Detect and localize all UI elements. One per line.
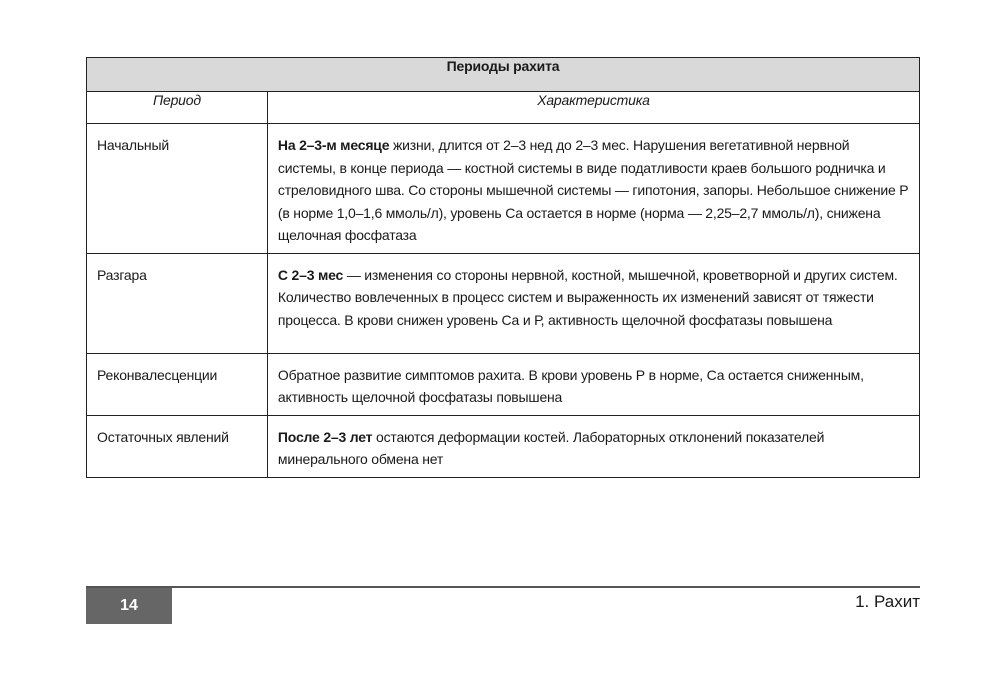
period-cell: Разгара (87, 253, 268, 353)
footer-divider (86, 586, 920, 588)
period-cell: Реконвалесценции (87, 353, 268, 415)
characteristic-cell (267, 124, 919, 254)
characteristic-bold-lead: После 2–3 лет (277, 428, 373, 445)
characteristic-text: — изменения со стороны нервной, костной, мышечной, кроветворной и других систем. Количество вовлеченных в процесс систем и выраженность их изменений зависят от тяжести процесса. В крови снижен уровень Са и Р, активность щелочной фосфатазы повышена (277, 266, 898, 328)
table-row (87, 415, 920, 477)
table-title: Периоды рахита (87, 58, 920, 92)
table-row (87, 124, 920, 254)
characteristic-cell (267, 353, 919, 415)
characteristic-text: остаются деформации костей. Лабораторных отклонений показателей минерального обмена нет (277, 428, 825, 467)
period-cell: Остаточных явлений (87, 415, 268, 477)
characteristic-cell (267, 253, 919, 353)
characteristic-text: Обратное развитие симптомов рахита. В крови уровень Р в норме, Са остается сниженным, активность щелочной фосфатазы повышена (277, 366, 864, 405)
table-header-row (87, 92, 920, 124)
characteristic-text: жизни, длится от 2–3 нед до 2–3 мес. Нарушения вегетативной нервной системы, в конце периода — костной системы в виде податливости краев большого родничка и стреловидного шва. Со стороны мышечной системы — гипотония, запоры. Небольшое снижение Р (в норме 1,0–1,6 ммоль/л), уровень Са остается в норме (норма — 2,25–2,7 ммоль/л), снижена щелочная фосфатаза (277, 137, 909, 243)
column-header-period: Период (87, 92, 268, 124)
rickets-periods-table (86, 57, 920, 478)
period-cell: Начальный (87, 124, 268, 254)
table-row (87, 353, 920, 415)
chapter-title: 1. Рахит (855, 592, 920, 611)
column-header-characteristic: Характеристика (267, 92, 919, 124)
characteristic-bold-lead: С 2–3 мес (277, 266, 344, 283)
page-number: 14 (86, 588, 172, 624)
table-row (87, 253, 920, 353)
characteristic-bold-lead: На 2–3-м месяце (277, 137, 390, 153)
characteristic-cell (267, 415, 919, 477)
table-title-row (87, 58, 920, 92)
